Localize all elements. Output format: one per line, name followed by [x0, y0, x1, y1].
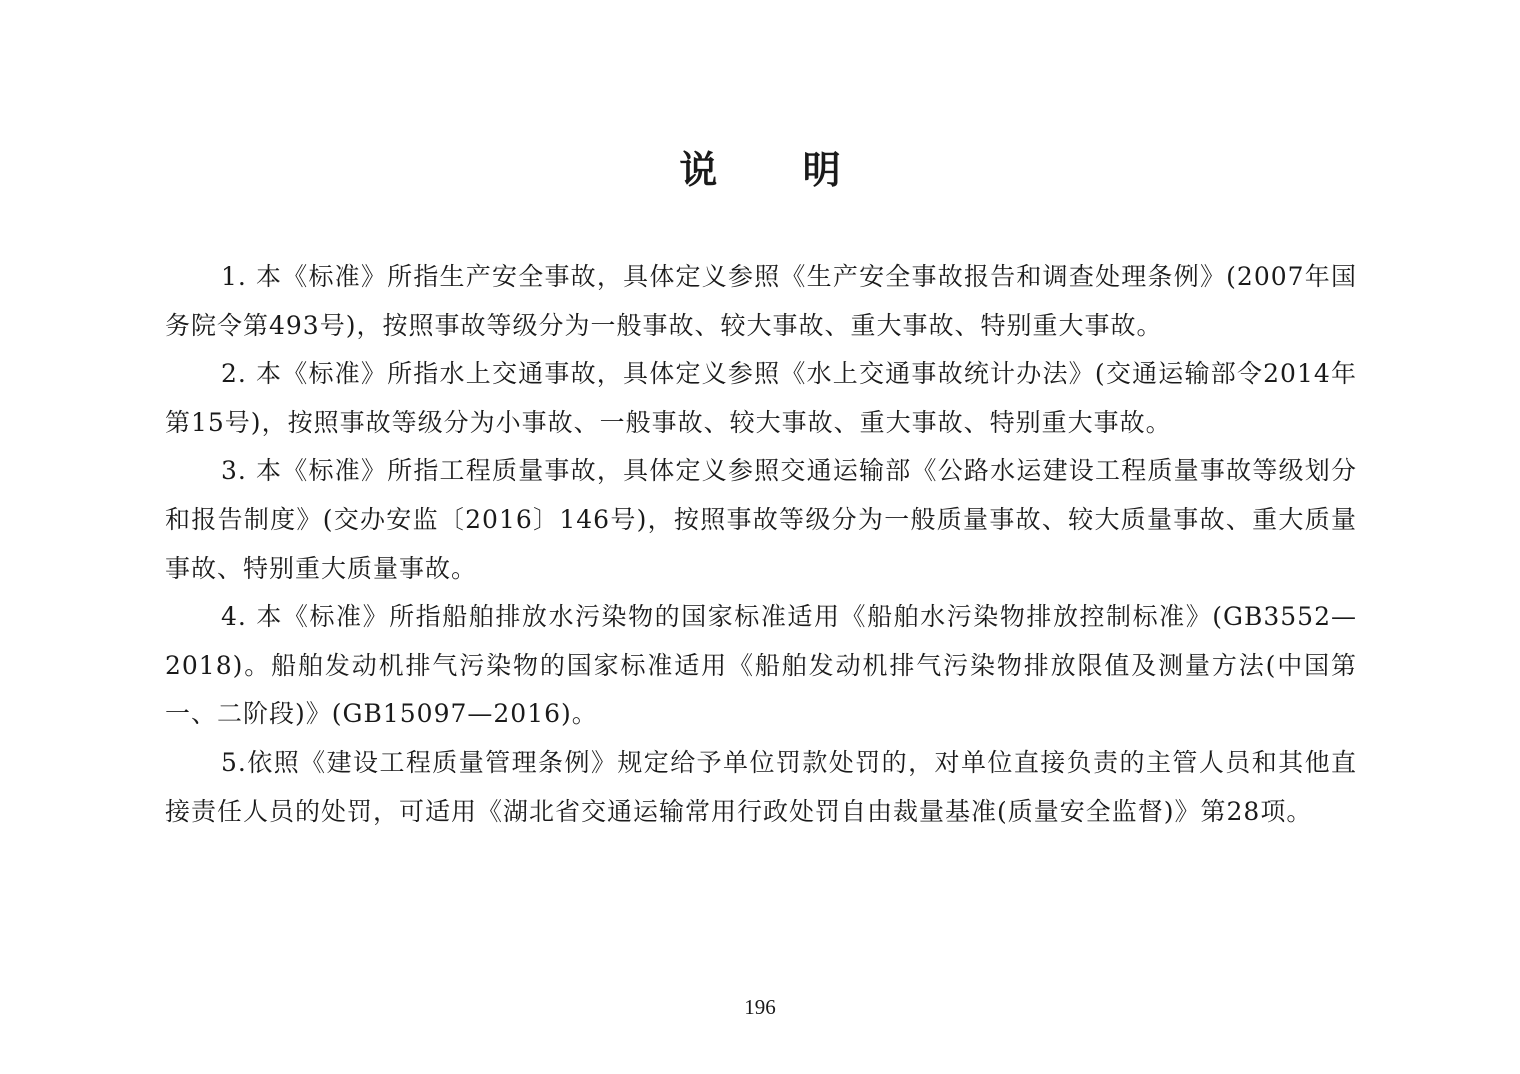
page-title: 说 明 — [679, 148, 877, 192]
page-number: 196 — [744, 995, 776, 1019]
paragraph-4: 4. 本《标准》所指船舶排放水污染物的国家标准适用《船舶水污染物排放控制标准》(GB3552—2018)。船舶发动机排气污染物的国家标准适用《船舶发动机排气污染物排放限值及测量方法(中国第一、二阶段)》(GB15097—2016)。 — [165, 602, 1357, 729]
paragraph-3: 3. 本《标准》所指工程质量事故，具体定义参照交通运输部《公路水运建设工程质量事故等级划分和报告制度》(交办安监〔2016〕146号)，按照事故等级分为一般质量事故、较大质量事故、重大质量事故、特别重大质量事故。 — [165, 456, 1357, 583]
document-body — [165, 253, 1357, 836]
paragraph-5: 5.依照《建设工程质量管理条例》规定给予单位罚款处罚的，对单位直接负责的主管人员和其他直接责任人员的处罚，可适用《湖北省交通运输常用行政处罚自由裁量基准(质量安全监督)》第28项。 — [165, 747, 1357, 826]
paragraph-1: 1. 本《标准》所指生产安全事故，具体定义参照《生产安全事故报告和调查处理条例》(2007年国务院令第493号)，按照事故等级分为一般事故、较大事故、重大事故、特别重大事故。 — [165, 262, 1357, 340]
paragraph-2: 2. 本《标准》所指水上交通事故，具体定义参照《水上交通事故统计办法》(交通运输部令2014年第15号)，按照事故等级分为小事故、一般事故、较大事故、重大事故、特别重大事故。 — [165, 359, 1357, 437]
